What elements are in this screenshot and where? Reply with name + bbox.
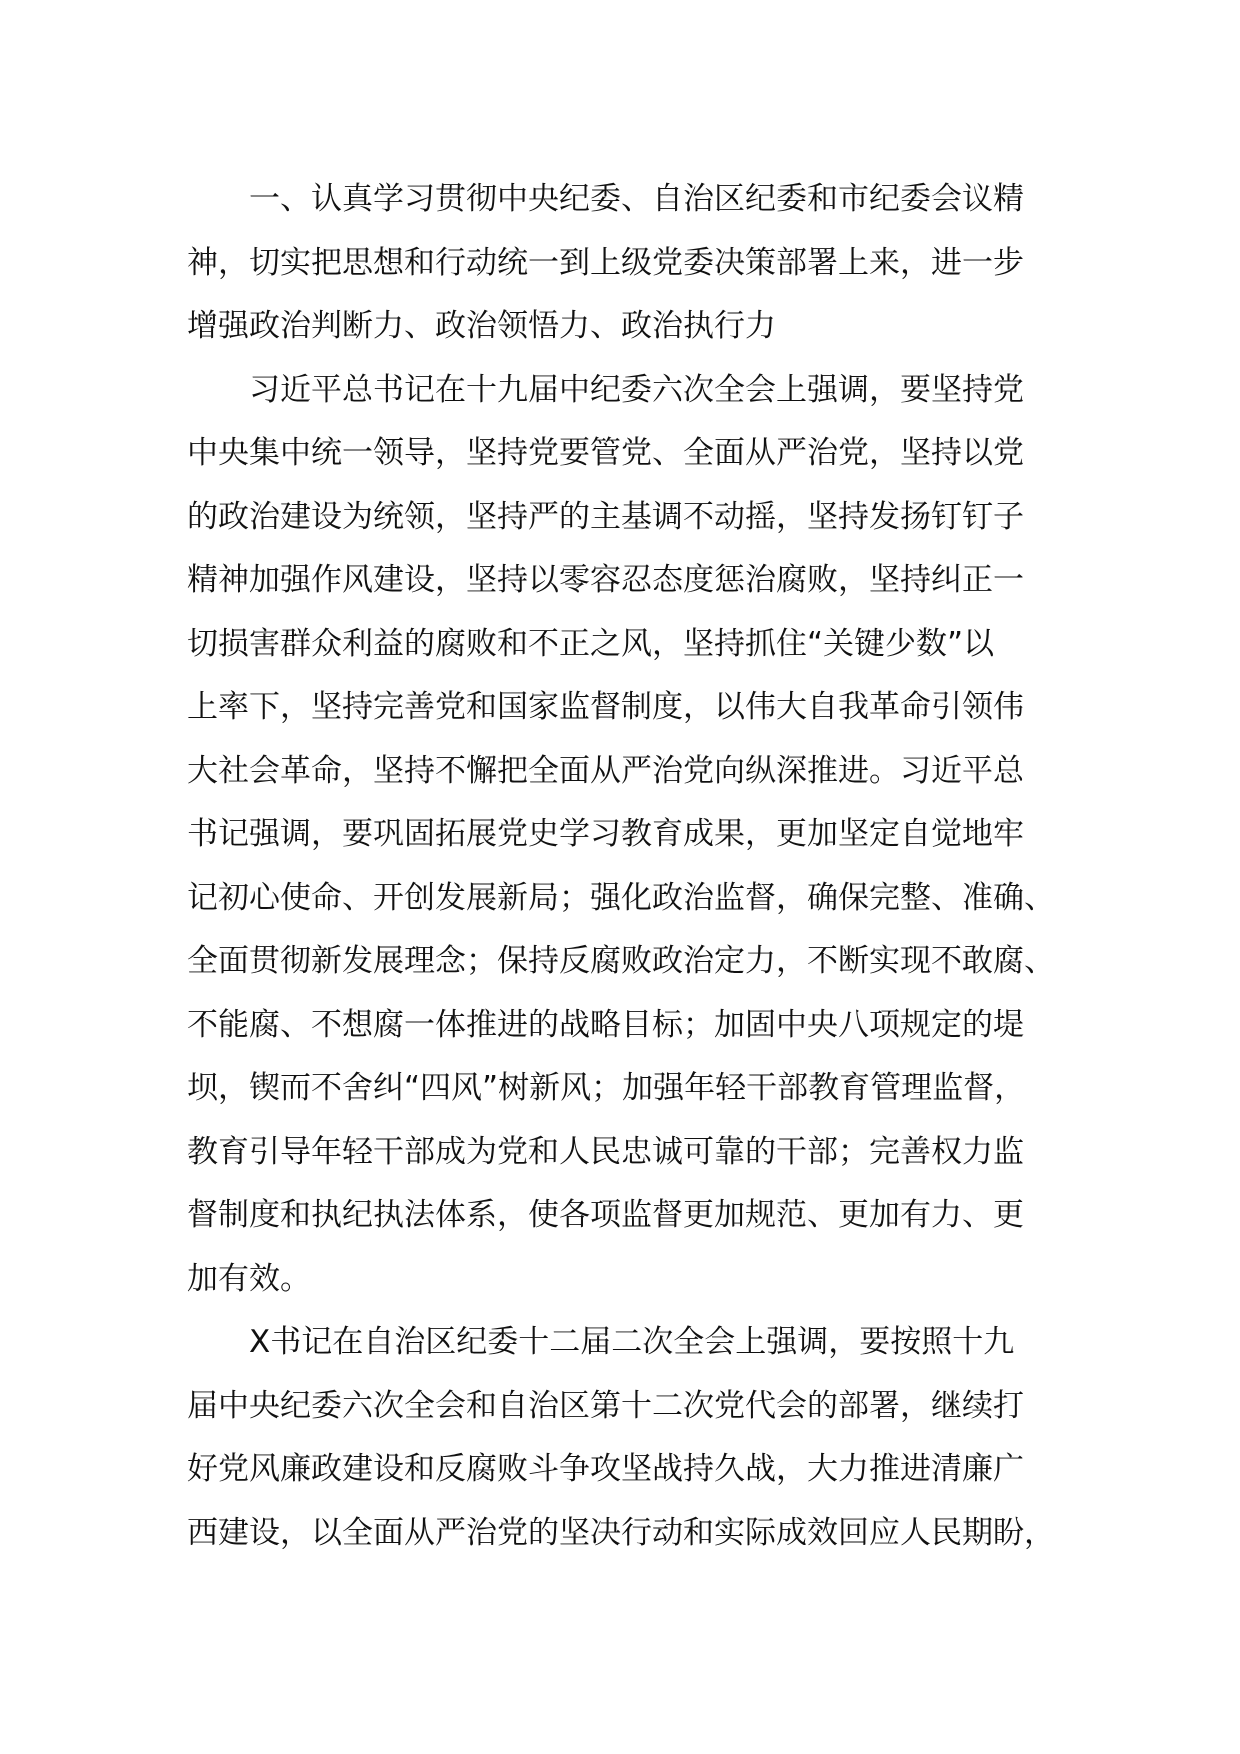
- paragraph-line: 切损害群众利益的腐败和不正之风，坚持抓住“关键少数”以: [187, 625, 995, 662]
- paragraph-line: 精神加强作风建设，坚持以零容忍态度惩治腐败，坚持纠正一: [187, 562, 1024, 598]
- paragraph-line: 不能腐、不想腐一体推进的战略目标；加固中央八项规定的堤: [187, 1006, 1024, 1043]
- paragraph-line: 加有效。: [187, 1260, 311, 1297]
- paragraph-line: 上率下，坚持完善党和国家监督制度，以伟大自我革命引领伟: [187, 689, 1024, 725]
- paragraph-line: 坝，锲而不舍纠“四风”树新风；加强年轻干部教育管理监督，: [187, 1070, 1026, 1106]
- paragraph-line: 西建设，以全面从严治党的坚决行动和实际成效回应人民期盼，: [187, 1514, 1055, 1551]
- paragraph-line: 的政治建设为统领，坚持严的主基调不动摇，坚持发扬钉钉子: [187, 498, 1024, 535]
- heading-line: 增强政治判断力、政治领悟力、政治执行力: [187, 308, 776, 344]
- paragraph-line: X书记在自治区纪委十二届二次全会上强调，要按照十九: [187, 1324, 1015, 1360]
- section-heading: [187, 168, 1077, 359]
- paragraph-line: 全面贯彻新发展理念；保持反腐败政治定力，不断实现不敢腐、: [187, 943, 1055, 979]
- paragraph-line: 督制度和执纪执法体系，使各项监督更加规范、更加有力、更: [187, 1197, 1024, 1233]
- heading-line: 神，切实把思想和行动统一到上级党委决策部署上来，进一步: [187, 244, 1024, 281]
- paragraph-secretary-speech: [187, 1311, 1077, 1565]
- paragraph-line: 好党风廉政建设和反腐败斗争攻坚战持久战，大力推进清廉广: [187, 1451, 1024, 1487]
- paragraph-line: 习近平总书记在十九届中纪委六次全会上强调，要坚持党: [187, 371, 1024, 408]
- paragraph-line: 记初心使命、开创发展新局；强化政治监督，确保完整、准确、: [187, 879, 1055, 916]
- paragraph-line: 届中央纪委六次全会和自治区第十二次党代会的部署，继续打: [187, 1387, 1024, 1424]
- paragraph-xi-speech: [187, 359, 1077, 1312]
- paragraph-line: 书记强调，要巩固拓展党史学习教育成果，更加坚定自觉地牢: [187, 816, 1024, 852]
- paragraph-line: 中央集中统一领导，坚持党要管党、全面从严治党，坚持以党: [187, 435, 1024, 471]
- heading-line: 一、认真学习贯彻中央纪委、自治区纪委和市纪委会议精: [187, 181, 1024, 217]
- paragraph-line: 大社会革命，坚持不懈把全面从严治党向纵深推进。习近平总: [187, 752, 1024, 789]
- document-body: [187, 168, 1077, 1565]
- paragraph-line: 教育引导年轻干部成为党和人民忠诚可靠的干部；完善权力监: [187, 1133, 1024, 1170]
